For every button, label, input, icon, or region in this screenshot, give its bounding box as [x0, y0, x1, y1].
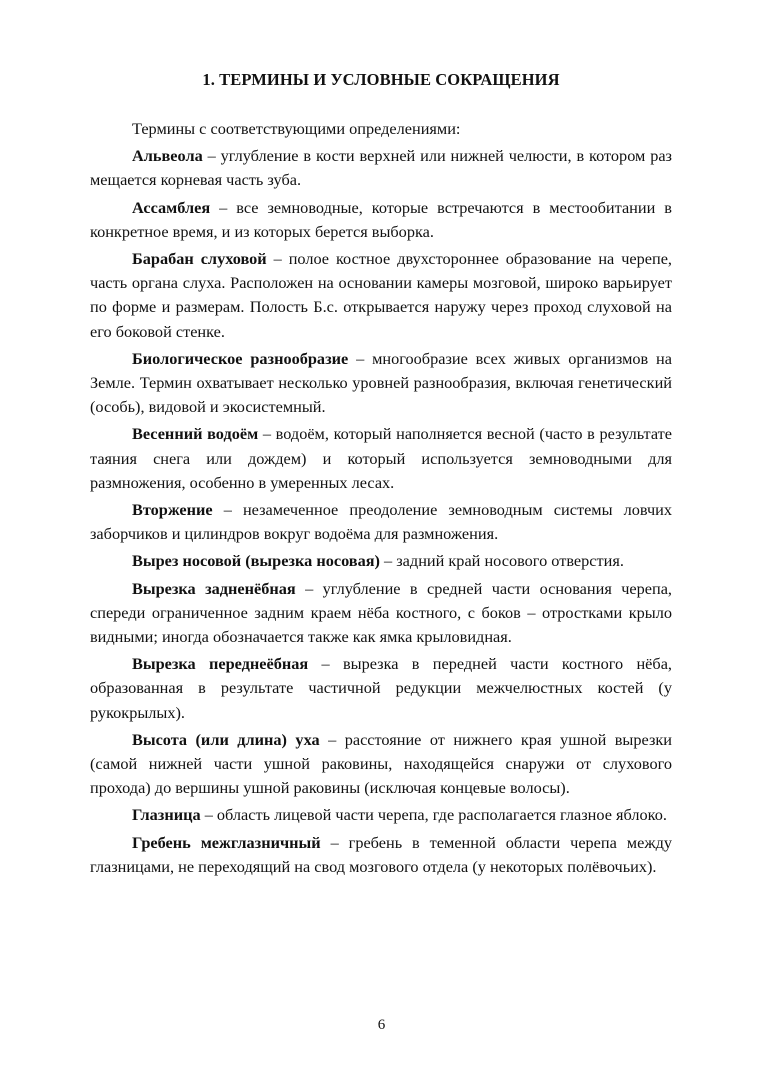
- intro-text: Термины с соответствующими определениями:: [132, 119, 461, 138]
- document-page: [90, 70, 672, 879]
- term-definition: – водоём, который наполняется весной (часто в результате таяния снега или дождем) и который используется земноводными для размножения, особенно в умеренных лесах.: [90, 424, 673, 492]
- page-number: 6: [377, 1017, 386, 1033]
- term-name: Гребень межглазничный: [132, 832, 321, 852]
- term-definition: – все земноводные, которые встречаются в местообитании в конкретное время, и из которых берется выборка.: [90, 197, 672, 241]
- term-name: Альвеола: [132, 146, 203, 166]
- term-definition: – вырезка в передней части костного нёба, образованная в результате частичной редукции межчелюстных костей (у рукокрылых).: [90, 654, 672, 722]
- term-name: Вырезка переднеёбная: [132, 654, 309, 674]
- term-name: Вырез носовой (вырезка носовая): [132, 551, 380, 571]
- term-definition: – многообразие всех живых организмов на Земле. Термин охватывает несколько уровней разнообразия, включая генетический (особь), видовой и экосистемный.: [90, 348, 672, 417]
- term-name: Вторжение: [132, 500, 213, 520]
- term-definition: – углубление в кости верхней или нижней челюсти, в котором раз мещается корневая часть зуба.: [90, 146, 672, 190]
- term-name: Высота (или длина) уха: [132, 729, 320, 749]
- term-definition: – незамеченное преодоление земноводным системы ловчих заборчиков и цилиндров вокруг водоёма для размножения.: [90, 500, 672, 544]
- term-entry-postpalatal-notch: [90, 577, 672, 650]
- term-definition: – полое костное двухстороннее образование на черепе, часть органа слуха. Расположен на основании камеры мозговой, широко варьирует по форме и размерам. Полость Б.с. открывается наружу через проход слуховой на его боковой стенке.: [90, 249, 672, 341]
- term-name: Биологическое разнообразие: [132, 348, 349, 368]
- term-entry-alveola: [90, 144, 672, 192]
- term-entry-assembly: [90, 196, 672, 244]
- term-entry-biodiversity: [90, 347, 672, 420]
- page-title: 1. ТЕРМИНЫ И УСЛОВНЫЕ СОКРАЩЕНИЯ: [202, 70, 560, 89]
- term-entry-ear-height: [90, 728, 672, 801]
- term-entry-intrusion: [90, 498, 672, 546]
- term-name: Вырезка задненёбная: [132, 578, 296, 598]
- term-entry-tympanic-bulla: [90, 247, 672, 344]
- term-name: Весенний водоём: [132, 424, 259, 444]
- term-definition: – задний край носового отверстия.: [379, 551, 624, 571]
- term-definition: – гребень в теменной области черепа между глазницами, не переходящий на свод мозгового отдела (у некоторых полёвочьих).: [90, 832, 672, 876]
- term-entry-nasal-notch: [90, 549, 672, 573]
- term-entry-anterior-palatal-notch: [90, 652, 672, 725]
- term-definition: – расстояние от нижнего края ушной вырезки (самой нижней части ушной раковины, находящейся снаружи от слухового прохода) до вершины ушной раковины (исключая концевые волосы).: [90, 729, 672, 798]
- term-entry-interorbital-crest: [90, 831, 672, 879]
- term-entry-orbit: [90, 803, 672, 827]
- term-name: Барабан слуховой: [132, 249, 267, 269]
- term-entry-vernal-pool: [90, 422, 672, 495]
- term-definition: – область лицевой части черепа, где располагается глазное яблоко.: [200, 805, 667, 825]
- term-name: Глазница: [132, 805, 201, 825]
- term-definition: – углубление в средней части основания черепа, спереди ограниченное задним краем нёба костного, с боков – отростками крыло видными; иногда обозначается также как ямка крыловидная.: [90, 578, 672, 647]
- term-name: Ассамблея: [132, 197, 211, 217]
